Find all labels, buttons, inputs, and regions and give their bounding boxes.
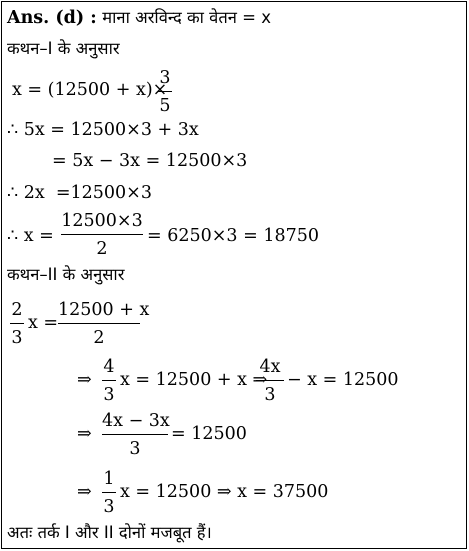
l2-mid: x = 12500 + x ⇒ — [120, 370, 268, 390]
eq1-lhs: x = (12500 + x)× — [12, 80, 168, 100]
l2-arrow: ⇒ — [77, 370, 92, 390]
l3-arrow: ⇒ — [77, 424, 92, 444]
fraction-bar — [102, 492, 116, 493]
answer-line — [7, 8, 271, 28]
l2-fraction: 4 3 — [103, 357, 115, 405]
l3-fraction: 4x − 3x 3 — [102, 411, 170, 459]
eq3: = 5x − 3x = 12500×3 — [52, 151, 248, 171]
l2-end: − x = 12500 — [287, 370, 399, 390]
answer-label: Ans. (d) : — [7, 8, 97, 28]
fraction-bar — [10, 323, 24, 324]
eq5-lhs: ∴ x = — [7, 226, 54, 246]
statement-1-title: कथन–I के अनुसार — [7, 39, 120, 58]
l4-arrow: ⇒ — [77, 482, 92, 502]
fraction-bar — [58, 323, 140, 324]
l3-end: = 12500 — [171, 424, 247, 444]
l4-fraction: 1 3 — [103, 469, 115, 517]
eq5-rhs: = 6250×3 = 18750 — [147, 226, 320, 246]
eq1-numerator: 3 — [159, 68, 171, 88]
eq1-denominator: 5 — [159, 96, 171, 116]
f1-mid: x = — [28, 313, 59, 333]
eq5-denominator: 2 — [96, 239, 108, 259]
answer-text: माना अरविन्द का वेतन = x — [102, 8, 271, 27]
eq5-numerator: 12500×3 — [61, 211, 143, 231]
l2-fraction-2: 4x 3 — [256, 357, 284, 405]
fraction-bar — [256, 380, 284, 381]
fraction-bar — [158, 91, 172, 92]
f1-rhs-fraction: 12500 + x 2 — [58, 300, 150, 348]
eq1-fraction — [158, 68, 172, 116]
l4-end: x = 12500 ⇒ x = 37500 — [120, 482, 329, 502]
fraction-bar — [102, 380, 116, 381]
fraction-bar — [102, 434, 168, 435]
conclusion: अतः तर्क I और II दोनों मजबूत हैं। — [7, 523, 212, 542]
eq5-fraction — [61, 211, 143, 259]
eq2: ∴ 5x = 12500×3 + 3x — [7, 120, 199, 140]
eq4: ∴ 2x =12500×3 — [7, 183, 152, 203]
fraction-bar — [61, 234, 143, 235]
f1-fraction: 2 3 — [11, 300, 23, 348]
statement-2-title: कथन–II के अनुसार — [7, 265, 125, 284]
